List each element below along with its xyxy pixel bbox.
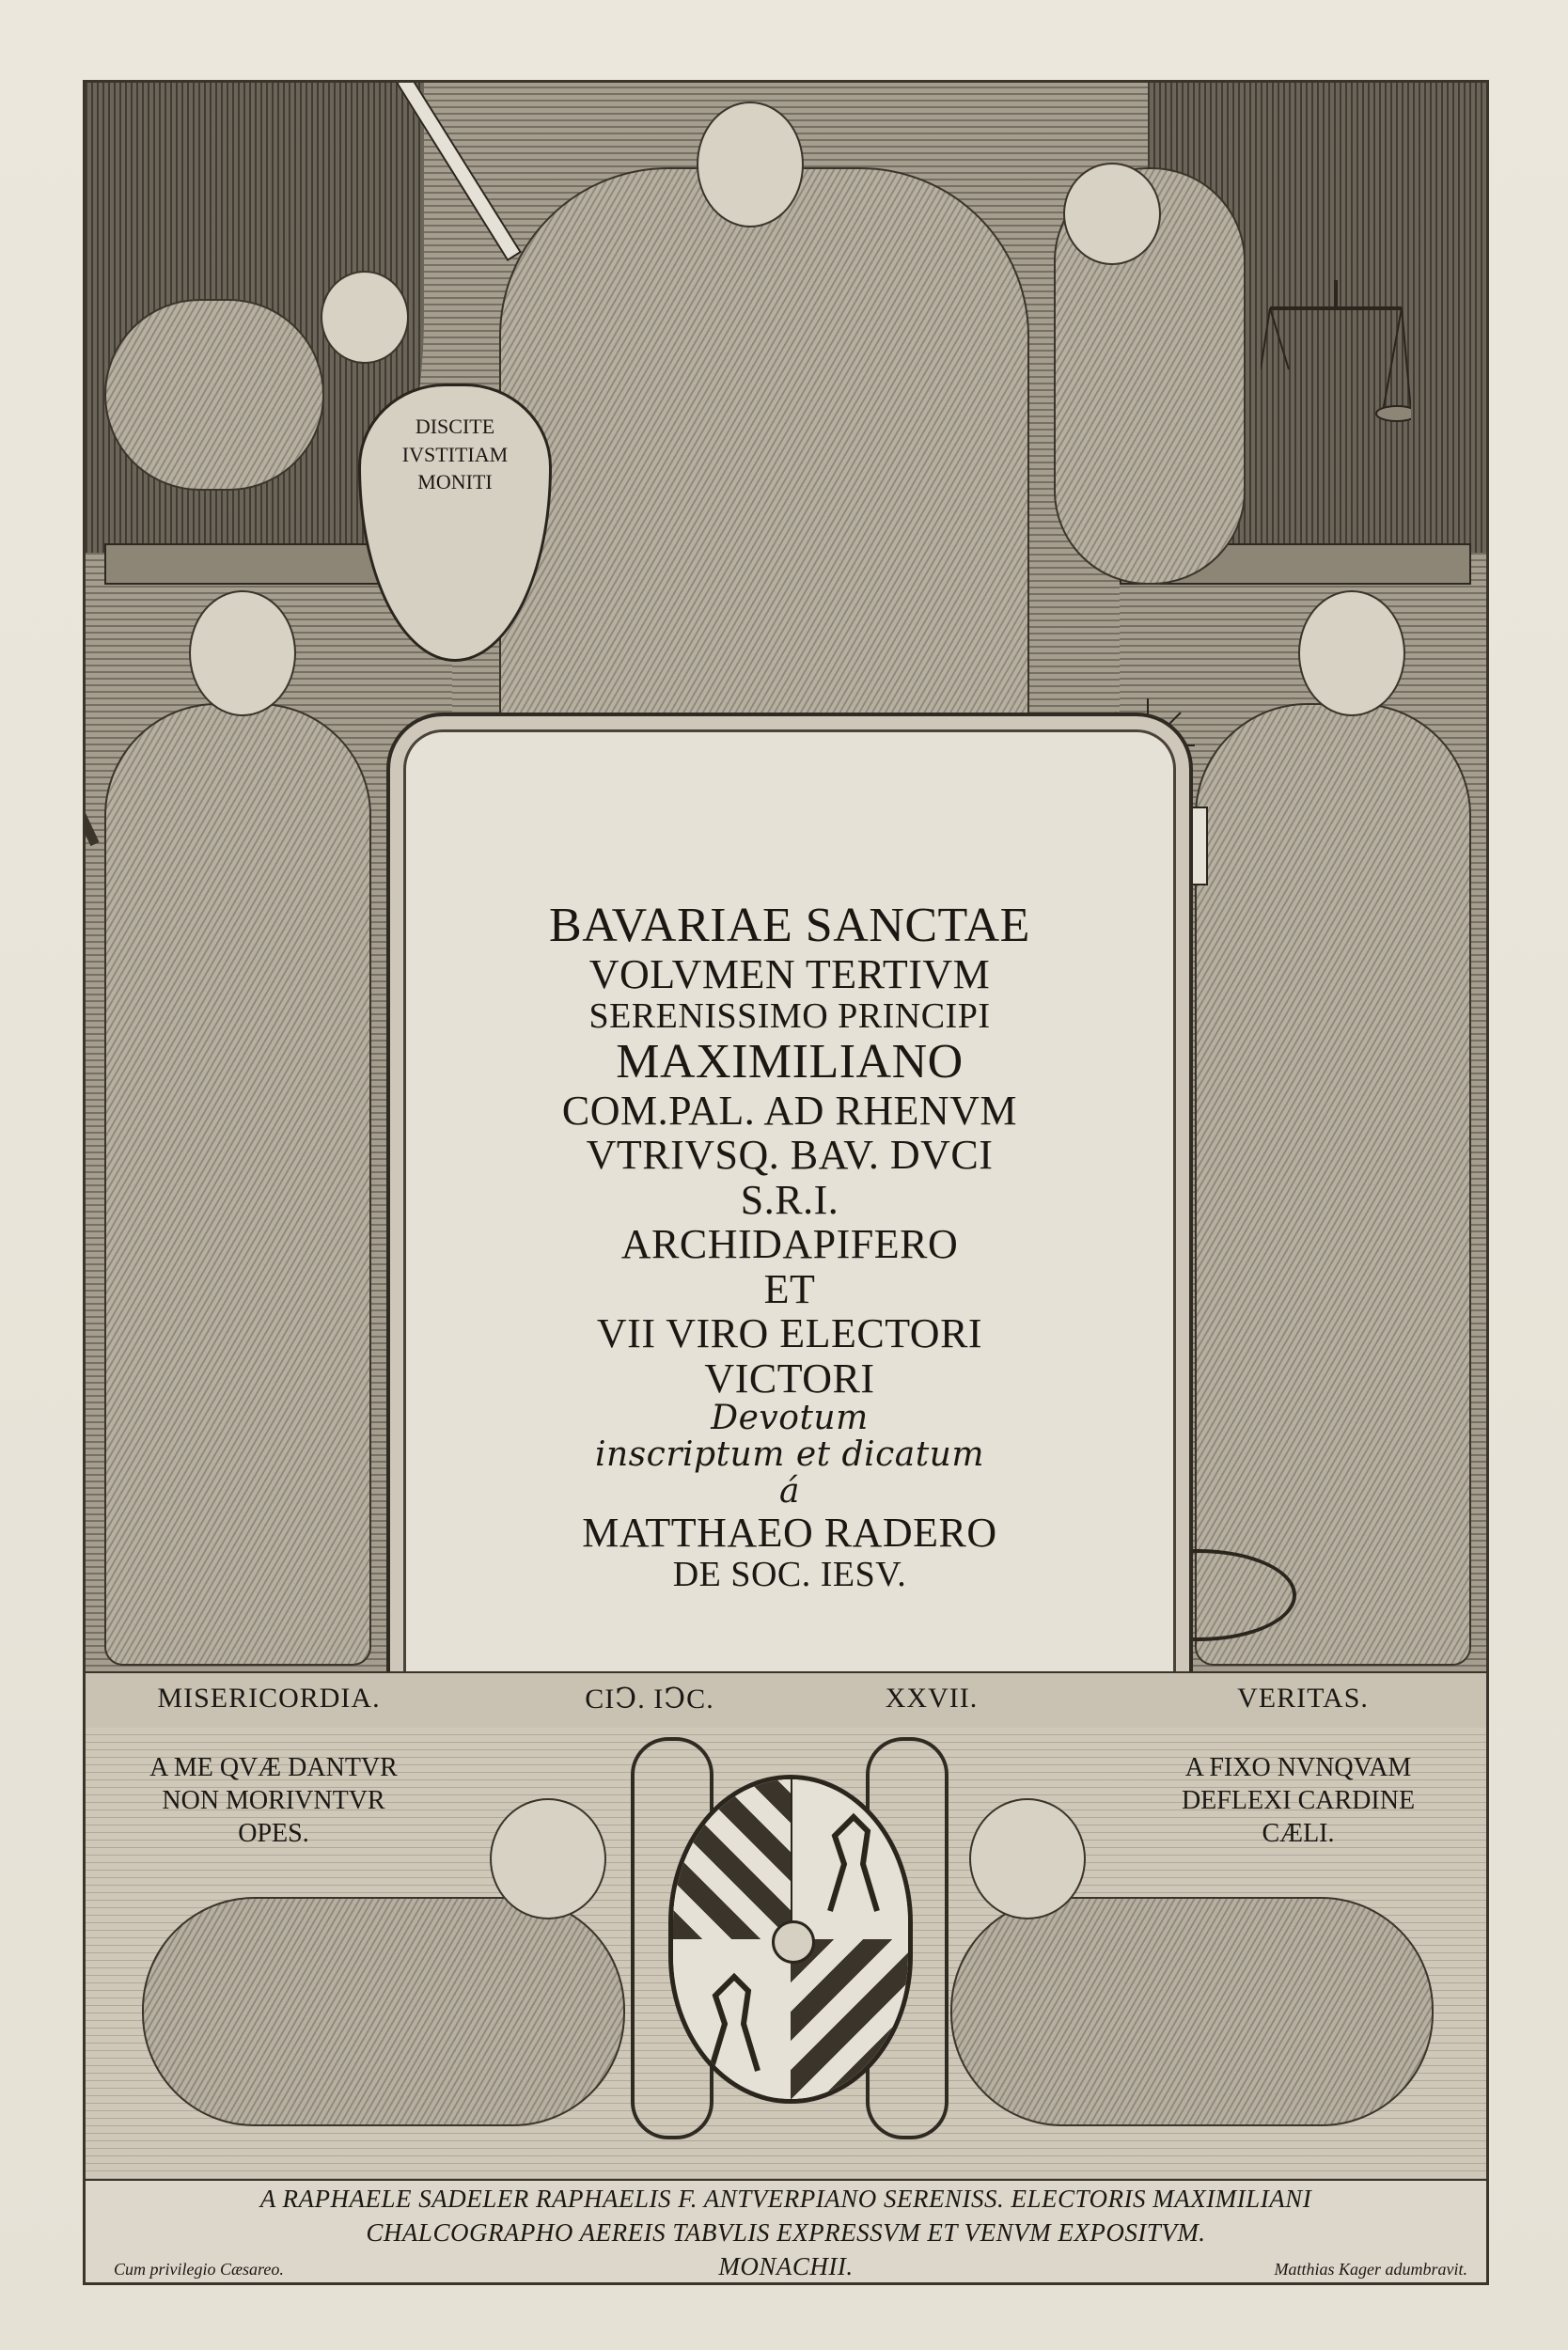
- misericordia-motto: [95, 1751, 452, 1850]
- shield-motto-line-1: DISCITE: [415, 415, 495, 438]
- title-line: Devotum: [711, 1399, 869, 1438]
- veritas-label: VERITAS.: [1237, 1683, 1369, 1714]
- motto-line: NON MORIVNTVR: [162, 1786, 385, 1815]
- justice-head: [697, 102, 804, 227]
- putto-bottom-left-head: [490, 1798, 606, 1919]
- lion-icon: [673, 1939, 792, 2099]
- imprint-line-1: A RAPHAELE SADELER RAPHAELIS F. ANTVERPIANO SERENISS. ELECTORIS MAXIMILIANI: [259, 2185, 1312, 2213]
- putto-top-left: [104, 299, 324, 491]
- putto-top-right-head: [1063, 163, 1161, 265]
- title-line: VOLVMEN TERTIVM: [588, 951, 991, 998]
- motto-line: A FIXO NVNQVAM: [1184, 1753, 1412, 1782]
- veritas-head: [1298, 590, 1405, 716]
- designer-credit: Matthias Kager adumbravit.: [1274, 2260, 1467, 2279]
- lion-icon: [791, 1779, 910, 1941]
- motto-line: A ME QVÆ DANTVR: [149, 1753, 398, 1782]
- lozenge-quarter: [791, 1939, 908, 2099]
- title-line: BAVARIAE SANCTAE: [549, 899, 1030, 952]
- title-line: ET: [763, 1265, 816, 1312]
- misericordia-head: [189, 590, 296, 716]
- title-line: VTRIVSQ. BAV. DVCI: [586, 1132, 994, 1179]
- motto-line: OPES.: [238, 1819, 309, 1848]
- imprint-area: [86, 2179, 1486, 2284]
- putto-bottom-right: [950, 1897, 1434, 2126]
- imprint-line-2: CHALCOGRAPHO AEREIS TABVLIS EXPRESSVM ET VENVM EXPOSITVM.: [366, 2218, 1206, 2247]
- motto-line: CÆLI.: [1262, 1819, 1335, 1848]
- shield-motto-line-2: IVSTITIAM: [401, 442, 509, 466]
- title-line: á: [779, 1472, 800, 1512]
- title-line: ARCHIDAPIFERO: [620, 1221, 959, 1268]
- title-line: S.R.I.: [740, 1176, 839, 1223]
- misericordia-label: MISERICORDIA.: [157, 1683, 381, 1714]
- veritas-figure: [1195, 703, 1471, 1666]
- putto-bottom-left: [142, 1897, 625, 2126]
- shield-motto-line-3: MONITI: [417, 470, 493, 494]
- engraving-plate: [83, 80, 1489, 2285]
- title-line: MATTHAEO RADERO: [582, 1510, 997, 1557]
- title-line: MAXIMILIANO: [616, 1034, 964, 1089]
- misericordia-figure: [104, 703, 371, 1666]
- lozenge-quarter: [673, 1779, 791, 1939]
- imprint-place: MONACHII.: [718, 2252, 854, 2280]
- putto-bottom-right-head: [969, 1798, 1086, 1919]
- title-line: COM.PAL. AD RHENVM: [561, 1087, 1018, 1134]
- justice-figure: [499, 167, 1029, 773]
- date-right: XXVII.: [885, 1683, 979, 1714]
- bavarian-coat-of-arms: [668, 1775, 913, 2104]
- scales-icon: [1261, 280, 1411, 431]
- orb-icon: [772, 1920, 815, 1964]
- title-inscription: [390, 900, 1189, 1594]
- putto-top-left-head: [321, 271, 409, 364]
- title-line: VII VIRO ELECTORI: [596, 1310, 983, 1357]
- veritas-motto: [1120, 1751, 1477, 1850]
- title-line: DE SOC. IESV.: [672, 1554, 907, 1594]
- motto-line: DEFLEXI CARDINE: [1181, 1786, 1416, 1815]
- title-line: inscriptum et dicatum: [594, 1435, 985, 1475]
- date-left: CIↃ. IↃC.: [585, 1684, 714, 1715]
- privilege-note: Cum privilegio Cæsareo.: [114, 2260, 284, 2279]
- title-line: VICTORI: [704, 1355, 875, 1402]
- title-line: SERENISSIMO PRINCIPI: [588, 995, 991, 1036]
- title-cartouche: [386, 713, 1193, 1773]
